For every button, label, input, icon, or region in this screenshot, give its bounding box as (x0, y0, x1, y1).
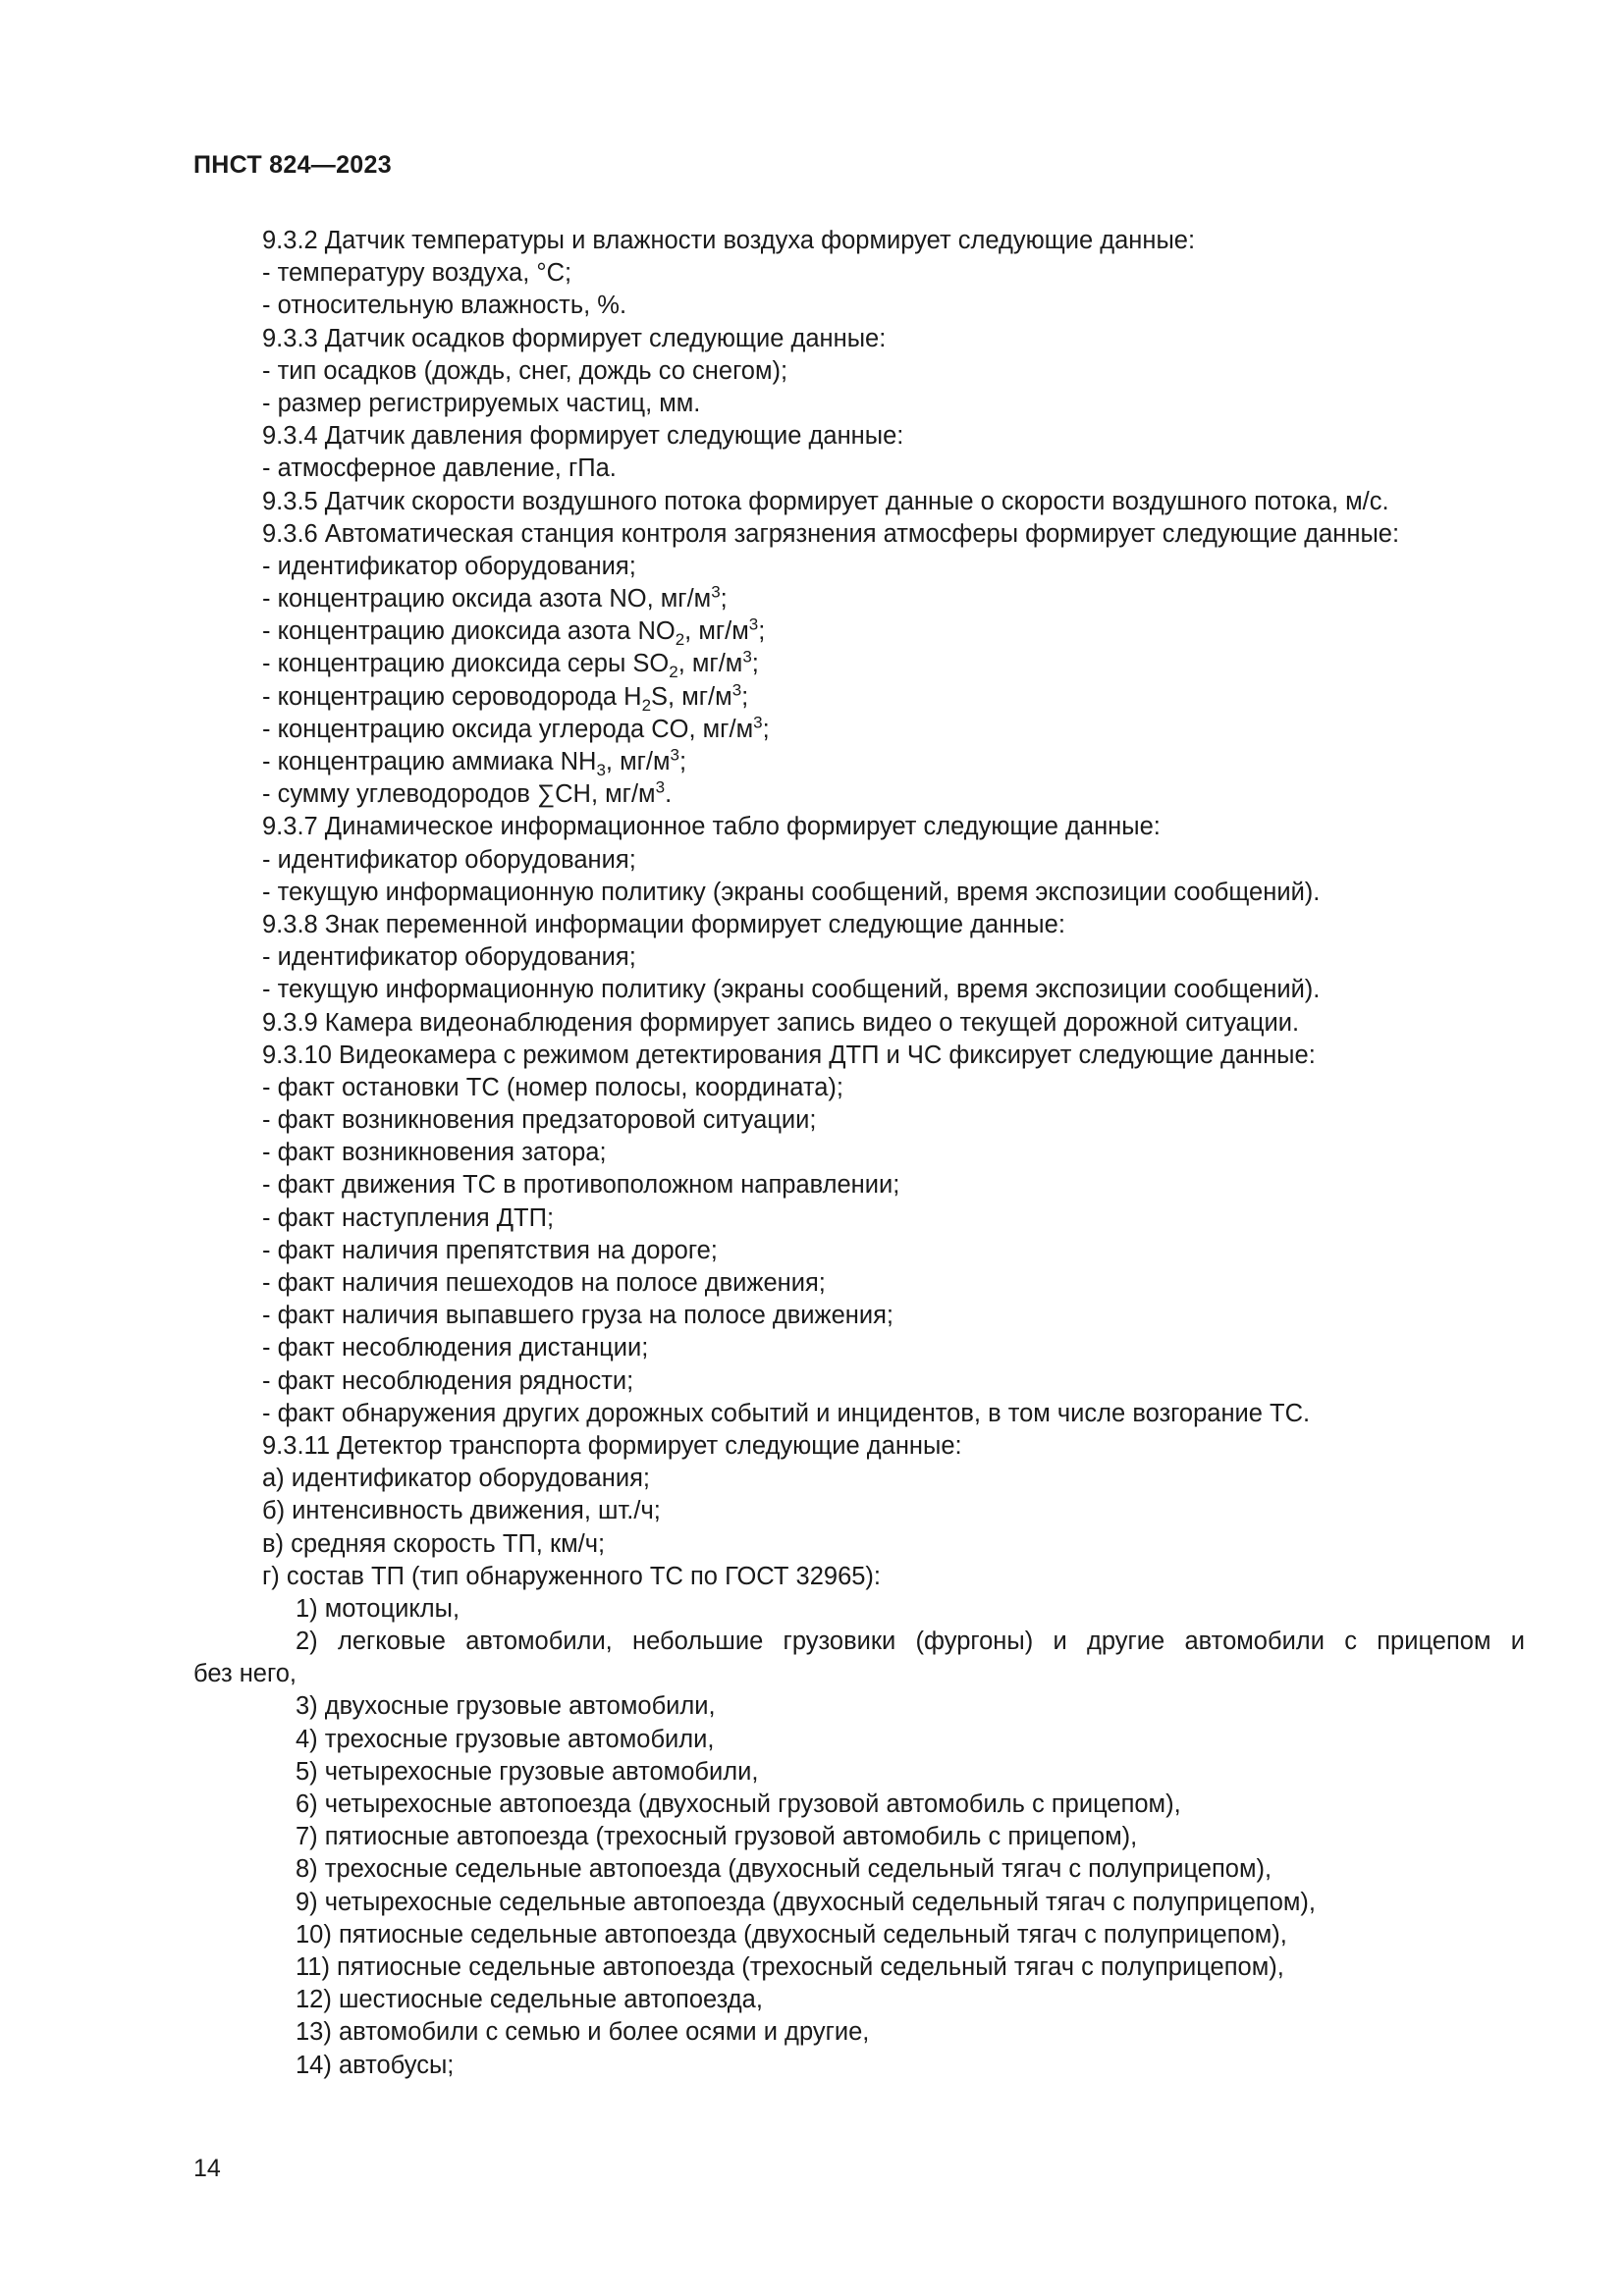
vehicle-type-item: 5) четырехосные грузовые автомобили, (296, 1757, 759, 1786)
vehicle-type-item: 13) автомобили с семью и более осями и другие, (296, 2018, 870, 2047)
text-line: 9.3.10 Видеокамера с режимом детектирования ДТП и ЧС фиксирует следующие данные: (262, 1041, 1316, 1069)
text-line: 9.3.11 Детектор транспорта формирует следующие данные: (262, 1431, 962, 1460)
vehicle-type-item: 4) трехосные грузовые автомобили, (296, 1725, 715, 1753)
superscript: 3 (670, 745, 680, 765)
list-item: - факт наличия препятствия на дороге; (262, 1236, 718, 1264)
line-text: , мг/м (684, 617, 749, 646)
vehicle-type-item: 9) четырехосные седельные автопоезда (двухосный седельный тягач с полуприцепом), (296, 1888, 1317, 1916)
subscript: 2 (641, 695, 652, 715)
list-item: - факт наличия пешеходов на полосе движения; (262, 1269, 826, 1297)
list-item: - текущую информационную политику (экраны сообщений, время экспозиции сообщений). (262, 878, 1321, 906)
line-text: - концентрацию оксида углерода CO, мг/м (262, 715, 754, 743)
vehicle-type-item: 1) мотоциклы, (296, 1594, 460, 1623)
vehicle-type-item: 7) пятиосные автопоезда (трехосный грузовой автомобиль с прицепом), (296, 1823, 1138, 1851)
list-item: а) идентификатор оборудования; (262, 1465, 650, 1493)
text-line: 9.3.7 Динамическое информационное табло формирует следующие данные: (262, 813, 1161, 841)
subscript: 2 (675, 630, 685, 650)
subscript: 3 (596, 761, 606, 780)
text-line: 9.3.5 Датчик скорости воздушного потока формирует данные о скорости воздушного потока, м/с. (262, 487, 1389, 515)
list-item-hydrocarbons (193, 778, 1525, 811)
line-text: ; (758, 617, 766, 646)
text-line: 9.3.6 Автоматическая станция контроля загрязнения атмосферы формирует следующие данные: (262, 519, 1400, 548)
list-item: в) средняя скорость ТП, км/ч; (262, 1529, 606, 1558)
list-item-no-concentration (193, 583, 1525, 615)
list-item: - факт несоблюдения дистанции; (262, 1334, 649, 1362)
list-item: - факт наличия выпавшего груза на полосе движения; (262, 1302, 893, 1330)
line-text: ; (751, 650, 759, 678)
document-header: ПНСТ 824—2023 (193, 151, 392, 179)
list-item: - факт возникновения затора; (262, 1139, 607, 1167)
list-item: - атмосферное давление, гПа. (262, 454, 617, 483)
list-item: - текущую информационную политику (экраны сообщений, время экспозиции сообщений). (262, 976, 1321, 1004)
text-line: 9.3.8 Знак переменной информации формирует следующие данные: (262, 910, 1065, 938)
list-item: - тип осадков (дождь, снег, дождь со снегом); (262, 356, 788, 385)
list-item-no2-concentration (193, 615, 1525, 648)
document-body (193, 225, 1525, 2082)
page-number: 14 (193, 2155, 221, 2182)
list-item-so2-concentration (193, 648, 1525, 680)
subscript: 2 (669, 663, 678, 682)
list-item: - факт несоблюдения рядности; (262, 1366, 634, 1395)
line-text: - концентрацию аммиака NH (262, 748, 597, 775)
line-text: - концентрацию сероводорода H (262, 682, 642, 711)
list-item: - факт движения ТС в противоположном направлении; (262, 1171, 900, 1200)
line-text: - концентрацию диоксида азота NO (262, 617, 676, 646)
list-item-co-concentration (193, 714, 1525, 746)
list-item: - факт возникновения предзаторовой ситуации; (262, 1106, 817, 1135)
text-line: 9.3.2 Датчик температуры и влажности воздуха формирует следующие данные: (262, 227, 1196, 254)
list-item: б) интенсивность движения, шт./ч; (262, 1497, 661, 1525)
list-item: - факт остановки ТС (номер полосы, координата); (262, 1073, 843, 1101)
list-item: - размер регистрируемых частиц, мм. (262, 389, 701, 417)
vehicle-type-item: 8) трехосные седельные автопоезда (двухосный седельный тягач с полуприцепом), (296, 1855, 1272, 1884)
list-item: - идентификатор оборудования; (262, 845, 636, 874)
text-line: 9.3.9 Камера видеонаблюдения формирует запись видео о текущей дорожной ситуации. (262, 1008, 1300, 1037)
vehicle-type-item: 14) автобусы; (296, 2051, 455, 2079)
list-item: - температуру воздуха, °С; (262, 259, 572, 288)
line-text: ; (762, 715, 770, 743)
line-text: ; (720, 585, 728, 614)
line-text: , мг/м (677, 650, 743, 678)
list-item: - факт обнаружения других дорожных событий и инцидентов, в том числе возгорание ТС. (262, 1399, 1311, 1427)
vehicle-type-item (193, 1626, 1525, 1658)
vehicle-type-item: 6) четырехосные автопоезда (двухосный грузовой автомобиль с прицепом), (296, 1790, 1181, 1818)
vehicle-type-item: 10) пятиосные седельные автопоезда (двухосный седельный тягач с полуприцепом), (296, 1920, 1287, 1949)
line-text: , мг/м (605, 748, 671, 775)
list-item: - идентификатор оборудования; (262, 943, 636, 972)
line-text: - концентрацию диоксида серы SO (262, 650, 670, 678)
list-item: - относительную влажность, %. (262, 292, 627, 320)
line-text: S, мг/м (651, 682, 732, 711)
vehicle-type-item-continuation: без него, (193, 1660, 297, 1688)
line-text: . (665, 780, 673, 809)
list-item: г) состав ТП (тип обнаруженного ТС по ГОСТ 32965): (262, 1562, 882, 1590)
superscript: 3 (655, 777, 666, 797)
text-line: 9.3.3 Датчик осадков формирует следующие данные: (262, 324, 887, 352)
superscript: 3 (711, 582, 721, 602)
line-text: 2) легковые автомобили, небольшие грузовики (фургоны) и другие автомобили с прицепом и (296, 1628, 1525, 1656)
superscript: 3 (731, 680, 742, 700)
vehicle-type-item: 11) пятиосные седельные автопоезда (трехосный седельный тягач с полуприцепом), (296, 1952, 1284, 1981)
list-item-h2s-concentration (193, 681, 1525, 714)
line-text: ; (741, 682, 749, 711)
vehicle-type-item: 3) двухосные грузовые автомобили, (296, 1692, 716, 1721)
list-item-nh3-concentration (193, 746, 1525, 778)
text-line: 9.3.4 Датчик давления формирует следующие данные: (262, 422, 904, 451)
line-text: - концентрацию оксида азота NO, мг/м (262, 585, 712, 614)
list-item: - идентификатор оборудования; (262, 552, 636, 580)
superscript: 3 (742, 647, 752, 667)
line-text: - сумму углеводородов ∑CH, мг/м (262, 780, 656, 809)
list-item: - факт наступления ДТП; (262, 1203, 555, 1232)
line-text: ; (679, 748, 687, 775)
superscript: 3 (748, 614, 759, 634)
superscript: 3 (753, 713, 763, 732)
vehicle-type-item: 12) шестиосные седельные автопоезда, (296, 1986, 763, 2014)
